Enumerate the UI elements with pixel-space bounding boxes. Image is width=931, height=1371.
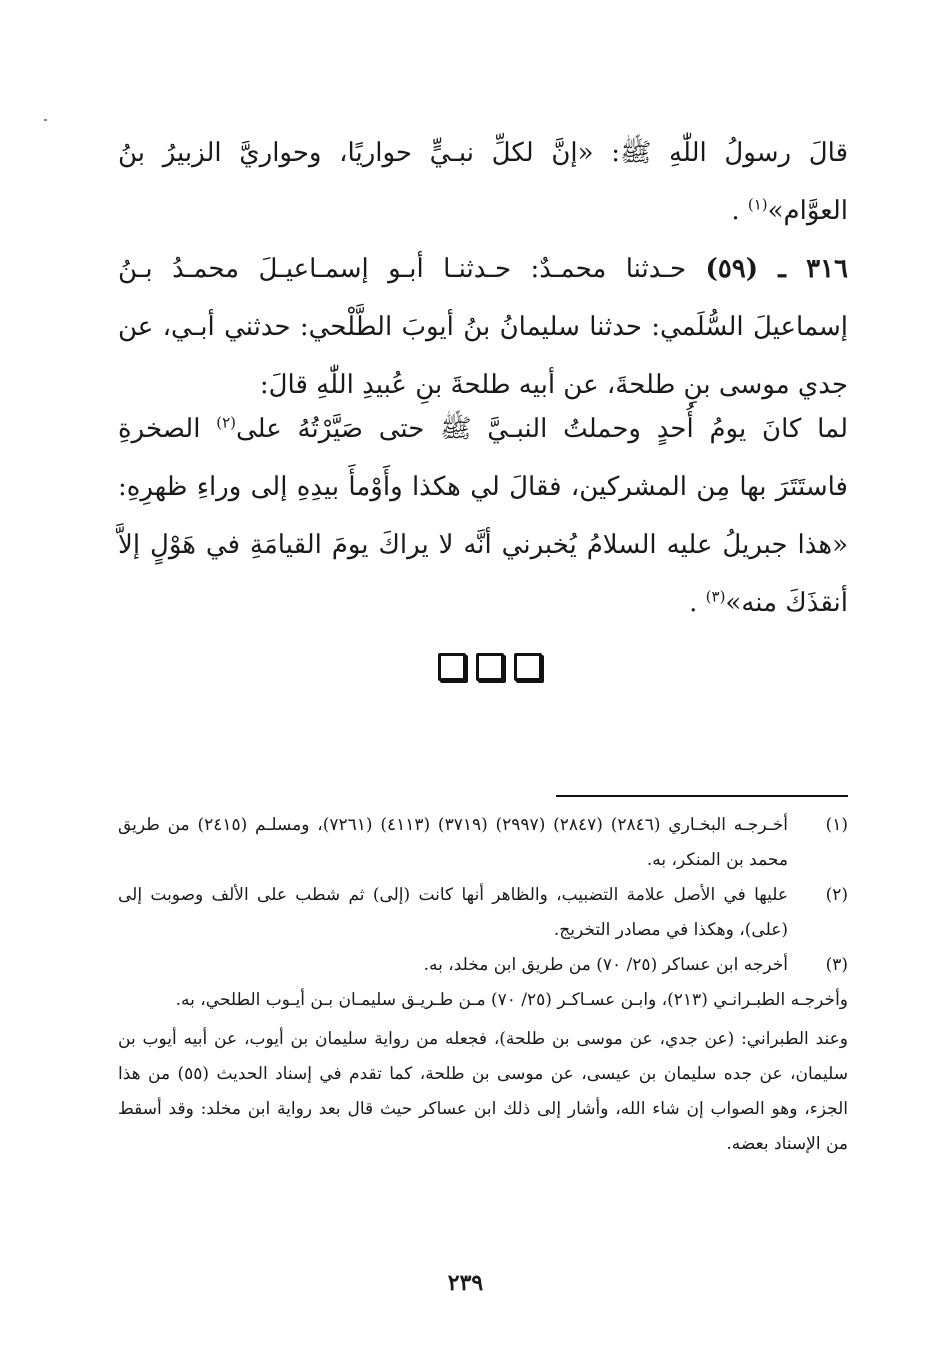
isnad-text: حـدثنا محمـدٌ: حـدثنـا أبـو إسمـاعيـلَ محمـدُ بـنُ إسماعيلَ السُّلَمي: حدثنا سليمانُ بنُ أيوبَ الطَّلْحي: حدثني أبـي، عن جدي موسى بنِ طلحةَ، عن أبيه طلحةَ بنِ عُبيدِ اللّٰهِ قالَ: [118, 254, 848, 400]
footnote-separator [556, 795, 848, 797]
footnote-3-continuation: وأخرجـه الطبـرانـي (٢١٣)، وابـن عسـاكـر (٢٥/ ٧٠) مـن طـريـق سليمـان بـن أيـوب الطلحي، به. [175, 990, 848, 1010]
footnote-3 [118, 948, 848, 983]
footnote-number: (٢) [825, 885, 848, 905]
paragraph-text [118, 240, 848, 414]
hadith-paragraph-3 [118, 400, 848, 632]
footnotes [118, 808, 848, 1162]
footnote-number: (١) [825, 815, 848, 835]
footnote-text: أخـرجـه البخـاري (٢٨٤٦) (٢٨٤٧) (٢٩٩٧) (٣٧١٩) (٤١١٣) (٧٢٦١)، ومسلـم (٢٤١٥) من طريق محمد بن المنكر، به. [118, 815, 788, 870]
paragraph-text [118, 400, 848, 632]
footnote-1 [118, 808, 848, 878]
footnote-ref-2: (٢) [216, 413, 236, 432]
hadith-paragraph-2 [118, 240, 848, 414]
paragraph-text [118, 124, 848, 240]
square-ornament-icon [438, 653, 466, 681]
square-ornament-icon [514, 653, 542, 681]
hadith-paragraph-1 [118, 124, 848, 240]
paragraph-1-text: قالَ رسولُ اللّٰهِ ﷺ: «إنَّ لكلِّ نبـيٍّ حواريًا، وحواريَّ الزبيرُ بنُ العوَّام» [118, 138, 848, 226]
matn-text-b: الصخرةِ فاستَتَرَ بها مِن المشركين، فقالَ لي هكذا وأَوْمأَ بيدِهِ إلى وراءِ ظهرِهِ: «هذا جبريلُ عليه السلامُ يُخبرني أنَّه لا يراكَ يومَ القيامَةِ في هَوْلٍ إلاَّ أنقذَكَ منه» [118, 414, 848, 618]
matn-text-a: لما كانَ يومُ أُحدٍ وحملتُ النبـيَّ ﷺ حتى صَيَّرْتُهُ على [236, 414, 849, 444]
footnote-text: عليها في الأصل علامة التضبيب، والظاهر أنها كانت (إلى) ثم شطب على الألف وصوبت إلى (على)، وهكذا في مصادر التخريج. [118, 885, 788, 940]
footnote-2 [118, 878, 848, 948]
footnote-text: أخرجه ابن عساكر (٢٥/ ٧٠) من طريق ابن مخلد، به. [423, 955, 788, 975]
square-ornament-icon [476, 653, 504, 681]
footnote-ref-1: (١) [747, 195, 768, 214]
footnote-ref-3: (٣) [705, 587, 726, 606]
page-number: ٢٣٩ [447, 1270, 484, 1296]
footnote-3-continuation: وعند الطبراني: (عن جدي، عن موسى بن طلحة)، فجعله من رواية سليمان بن أيوب، عن أبيه أيوب بن سليمان، عن جده سليمان بن عيسى، عن موسى بن طلحة، كما تقدم في إسناد الحديث (٥٥) من هذا الجزء، وهو الصواب إن شاء الله، وأشار إلى ذلك ابن عساكر حيث قال بعد رواية ابن مخلد: وقد أسقط من الإسناد بعضه. [118, 1029, 848, 1154]
paragraph-1-end: . [731, 196, 740, 226]
paragraph-3-end: . [689, 588, 698, 618]
hadith-number: ٣١٦ ـ (٥٩) [705, 254, 849, 284]
scan-speck [44, 119, 47, 121]
footnote-number: (٣) [825, 955, 848, 975]
section-divider-ornament [438, 653, 542, 681]
